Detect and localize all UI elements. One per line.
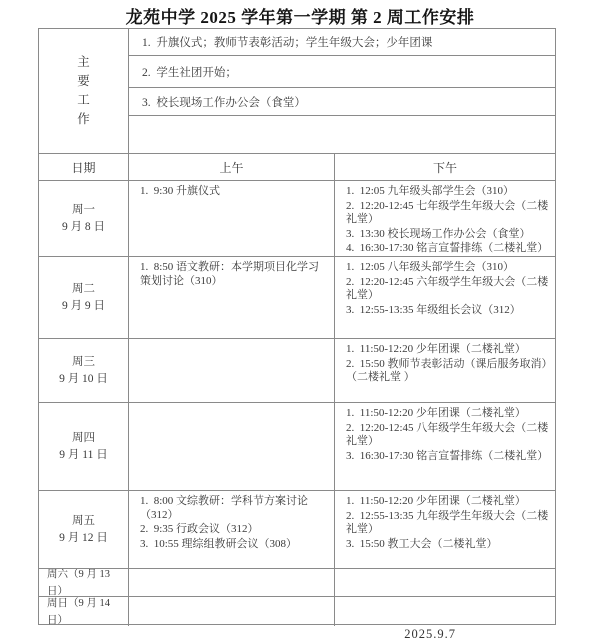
date-label: 9 月 12 日 xyxy=(59,531,108,544)
schedule-item: 2. 15:50 教师节表彰活动（课后服务取消）（二楼礼堂 ） xyxy=(346,357,548,383)
morning-cell xyxy=(129,491,335,568)
morning-cell xyxy=(129,403,335,490)
date-cell xyxy=(39,181,129,256)
main-work-item-empty xyxy=(129,116,555,153)
date-cell xyxy=(39,597,129,626)
schedule-item: 2. 12:55-13:35 九年级学生年级大会（二楼礼堂） xyxy=(346,509,549,535)
header-date: 日期 xyxy=(39,154,129,180)
schedule-item: 1. 12:05 九年级头部学生会（310） xyxy=(346,185,515,197)
day-row-saturday xyxy=(39,569,555,597)
weekday-label: 周四 xyxy=(72,431,95,444)
date-cell xyxy=(39,403,129,490)
main-work-item: 3. 校长现场工作办公会（食堂） xyxy=(129,88,555,116)
schedule-item: 1. 9:30 升旗仪式 xyxy=(140,185,221,197)
date-label: 9 月 8 日 xyxy=(61,220,106,233)
main-work-section xyxy=(39,29,555,154)
page-title: 龙苑中学 2025 学年第一学期 第 2 周工作安排 xyxy=(125,8,475,27)
main-work-label xyxy=(39,29,129,153)
schedule-item: 2. 12:20-12:45 七年级学生年级大会（二楼礼堂） xyxy=(346,199,549,225)
afternoon-cell xyxy=(335,181,555,256)
table-header-row xyxy=(39,154,555,181)
schedule-item: 3. 16:30-17:30 铭言宣誓排练（二楼礼堂） xyxy=(346,449,549,462)
schedule-item: 1. 12:05 八年级头部学生会（310） xyxy=(346,261,515,273)
day-row-friday xyxy=(39,491,555,569)
date-label: 9 月 9 日 xyxy=(61,299,106,312)
weekday-label: 周五 xyxy=(72,514,95,527)
schedule-table xyxy=(38,28,556,625)
day-row-sunday xyxy=(39,597,555,626)
schedule-item: 3. 15:50 教工大会（二楼礼堂） xyxy=(346,537,498,550)
date-cell xyxy=(39,257,129,338)
afternoon-cell xyxy=(335,403,555,490)
main-work-label-char: 要 xyxy=(77,74,90,88)
afternoon-cell xyxy=(335,597,555,626)
day-row-thursday xyxy=(39,403,555,491)
weekday-label: 周三 xyxy=(72,355,95,368)
date-label: 9 月 10 日 xyxy=(59,372,108,385)
weekday-label: 周日（9 月 14 日） xyxy=(47,597,110,626)
schedule-item: 4. 16:30-17:30 铭言宣誓排练（二楼礼堂） xyxy=(346,242,549,254)
day-row-wednesday xyxy=(39,339,555,403)
weekday-label: 周六（9 月 13 日） xyxy=(47,569,110,596)
schedule-item: 3. 12:55-13:35 年级组长会议（312） xyxy=(346,303,521,316)
schedule-item: 3. 13:30 校长现场工作办公会（食堂） xyxy=(346,227,531,240)
morning-cell xyxy=(129,569,335,596)
afternoon-cell xyxy=(335,257,555,338)
weekday-label: 周一 xyxy=(72,203,95,216)
main-work-item: 1. 升旗仪式；教师节表彰活动；学生年级大会；少年团课 xyxy=(129,29,555,56)
morning-cell xyxy=(129,181,335,256)
main-work-label-char: 主 xyxy=(77,55,90,69)
schedule-item: 2. 12:20-12:45 八年级学生年级大会（二楼礼堂） xyxy=(346,421,549,447)
afternoon-cell xyxy=(335,491,555,568)
date-cell xyxy=(39,569,129,596)
header-afternoon: 下午 xyxy=(432,160,457,175)
weekday-label: 周二 xyxy=(72,282,95,295)
footer-date: 2025.9.7 xyxy=(404,627,456,641)
date-cell xyxy=(39,491,129,568)
schedule-item: 1. 11:50-12:20 少年团课（二楼礼堂） xyxy=(346,495,526,507)
date-cell xyxy=(39,339,129,402)
schedule-item: 3. 10:55 理综组教研会议（308） xyxy=(140,537,298,550)
schedule-item: 1. 8:00 文综教研：学科节方案讨论（312） xyxy=(140,495,309,521)
main-work-item: 2. 学生社团开始； xyxy=(129,56,555,88)
date-label: 9 月 11 日 xyxy=(59,448,108,461)
main-work-label-char: 作 xyxy=(77,112,90,126)
afternoon-cell xyxy=(335,569,555,596)
schedule-item: 1. 8:50 语文教研：本学期项目化学习策划讨论（310） xyxy=(140,261,320,287)
morning-cell xyxy=(129,597,335,626)
schedule-item: 2. 12:20-12:45 六年级学生年级大会（二楼礼堂） xyxy=(346,275,549,301)
main-work-items xyxy=(129,29,555,153)
day-row-monday xyxy=(39,181,555,257)
afternoon-cell xyxy=(335,339,555,402)
schedule-item: 1. 11:50-12:20 少年团课（二楼礼堂） xyxy=(346,407,526,419)
schedule-item: 1. 11:50-12:20 少年团课（二楼礼堂） xyxy=(346,343,526,355)
header-morning: 上午 xyxy=(129,154,335,180)
day-row-tuesday xyxy=(39,257,555,339)
morning-cell xyxy=(129,257,335,338)
morning-cell xyxy=(129,339,335,402)
main-work-label-char: 工 xyxy=(77,93,90,107)
schedule-item: 2. 9:35 行政会议（312） xyxy=(140,523,259,535)
